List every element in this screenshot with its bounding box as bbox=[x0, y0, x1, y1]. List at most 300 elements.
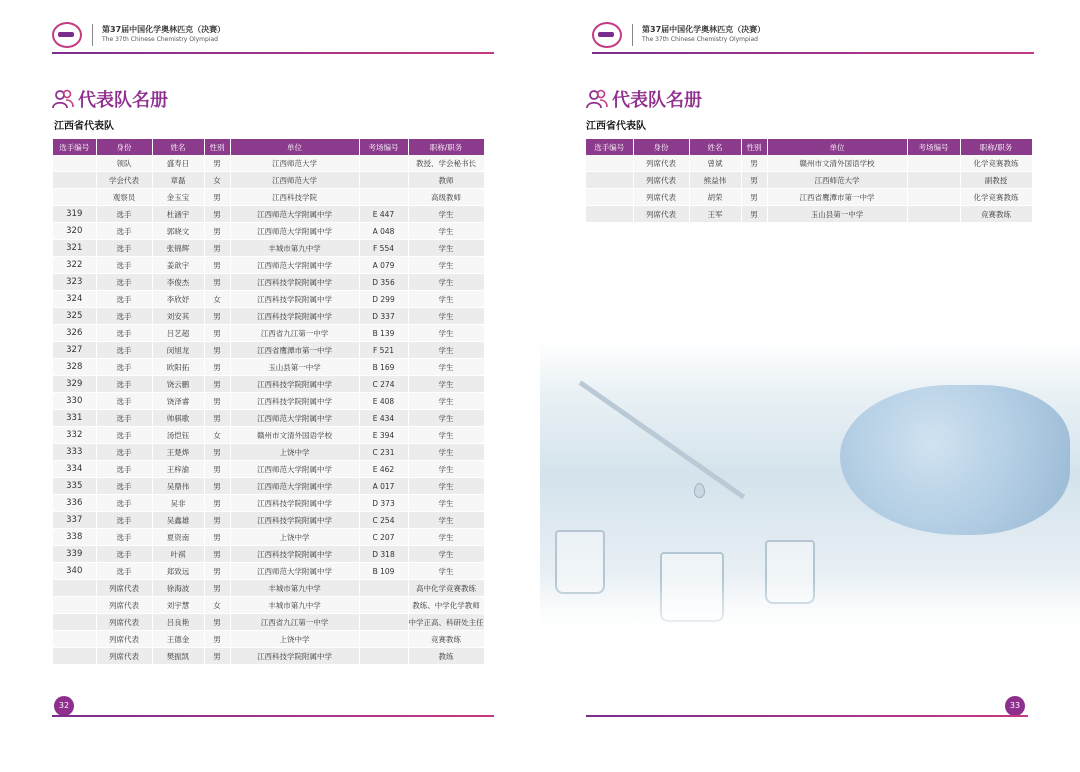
table-cell: 江西科技学院附属中学 bbox=[230, 512, 359, 529]
table-cell: 樊振凯 bbox=[152, 648, 204, 665]
table-cell bbox=[53, 155, 96, 172]
table-cell: 夏资南 bbox=[152, 529, 204, 546]
table-row bbox=[53, 631, 484, 648]
table-cell: 328 bbox=[53, 359, 96, 376]
table-cell: 列席代表 bbox=[633, 189, 689, 206]
table-cell: C 231 bbox=[359, 444, 408, 461]
table-cell: 王梓渝 bbox=[152, 461, 204, 478]
table-cell: 列席代表 bbox=[633, 172, 689, 189]
table-cell: 列席代表 bbox=[96, 580, 152, 597]
page-header bbox=[52, 20, 494, 54]
table-cell: 教练、中学化学教师 bbox=[408, 597, 484, 614]
table-cell: 杜涵宇 bbox=[152, 206, 204, 223]
table-cell: 男 bbox=[204, 376, 230, 393]
olympiad-logo bbox=[592, 22, 622, 48]
table-cell: 玉山县第一中学 bbox=[230, 359, 359, 376]
table-cell: 327 bbox=[53, 342, 96, 359]
table-cell: 学生 bbox=[408, 342, 484, 359]
table-row bbox=[53, 461, 484, 478]
table-cell bbox=[359, 631, 408, 648]
table-cell: 化学竞赛教练 bbox=[960, 155, 1032, 172]
table-cell bbox=[907, 206, 960, 223]
table-cell: B 169 bbox=[359, 359, 408, 376]
table-cell: 吕艺超 bbox=[152, 325, 204, 342]
table-row bbox=[53, 546, 484, 563]
table-row bbox=[586, 206, 1032, 223]
province-label: 江西省代表队 bbox=[54, 121, 114, 132]
table-cell: 329 bbox=[53, 376, 96, 393]
table-cell: 学生 bbox=[408, 410, 484, 427]
page-header bbox=[592, 20, 1034, 54]
table-row bbox=[53, 257, 484, 274]
table-cell: 李俊杰 bbox=[152, 274, 204, 291]
table-cell: 江西科技学院附属中学 bbox=[230, 376, 359, 393]
table-cell bbox=[53, 580, 96, 597]
section-title-text: 代表队名册 bbox=[78, 90, 168, 111]
table-cell: 男 bbox=[204, 546, 230, 563]
table-cell: 丰城市第九中学 bbox=[230, 240, 359, 257]
team-icon bbox=[586, 89, 608, 109]
table-cell: 丰城市第九中学 bbox=[230, 580, 359, 597]
table-cell: 吴非 bbox=[152, 495, 204, 512]
table-cell: 饶泽睿 bbox=[152, 393, 204, 410]
table-cell: 326 bbox=[53, 325, 96, 342]
table-cell: 339 bbox=[53, 546, 96, 563]
table-row bbox=[53, 240, 484, 257]
table-row bbox=[53, 512, 484, 529]
column-header: 考场编号 bbox=[359, 139, 408, 155]
column-header: 身份 bbox=[96, 139, 152, 155]
table-cell: 学生 bbox=[408, 359, 484, 376]
table-cell: 江西科技学院附属中学 bbox=[230, 495, 359, 512]
table-cell: 322 bbox=[53, 257, 96, 274]
table-cell: 男 bbox=[204, 512, 230, 529]
table-cell: 王德金 bbox=[152, 631, 204, 648]
table-cell bbox=[907, 155, 960, 172]
table-cell bbox=[53, 172, 96, 189]
table-cell: 竞赛教练 bbox=[408, 631, 484, 648]
table-cell bbox=[359, 597, 408, 614]
column-header: 选手编号 bbox=[586, 139, 633, 155]
table-header-row bbox=[53, 139, 484, 155]
table-row bbox=[53, 308, 484, 325]
table-cell: 332 bbox=[53, 427, 96, 444]
table-cell bbox=[53, 631, 96, 648]
table-cell: 选手 bbox=[96, 240, 152, 257]
table-cell: 男 bbox=[204, 223, 230, 240]
table-cell: E 434 bbox=[359, 410, 408, 427]
table-cell: C 274 bbox=[359, 376, 408, 393]
table-cell bbox=[586, 155, 633, 172]
table-cell: 学生 bbox=[408, 461, 484, 478]
table-cell: 选手 bbox=[96, 223, 152, 240]
table-cell: 335 bbox=[53, 478, 96, 495]
table-cell: 320 bbox=[53, 223, 96, 240]
table-cell: D 299 bbox=[359, 291, 408, 308]
table-row bbox=[53, 189, 484, 206]
droplet-illustration bbox=[694, 483, 705, 498]
table-cell: 江西师范大学附属中学 bbox=[230, 563, 359, 580]
table-cell: A 048 bbox=[359, 223, 408, 240]
footer-rule bbox=[52, 715, 494, 717]
table-cell: 江西省鹰潭市第一中学 bbox=[230, 342, 359, 359]
header-divider bbox=[632, 24, 633, 46]
page-number: 33 bbox=[1005, 696, 1025, 716]
team-icon bbox=[52, 89, 74, 109]
column-header: 性别 bbox=[204, 139, 230, 155]
table-cell: 324 bbox=[53, 291, 96, 308]
table-cell: 赣州市文清外国语学校 bbox=[767, 155, 907, 172]
table-cell: 吴鑫雄 bbox=[152, 512, 204, 529]
table-row bbox=[53, 410, 484, 427]
table-cell: 学生 bbox=[408, 444, 484, 461]
table-cell: 男 bbox=[204, 206, 230, 223]
table-cell: 学会代表 bbox=[96, 172, 152, 189]
table-cell: 331 bbox=[53, 410, 96, 427]
table-cell: 江西师范大学 bbox=[767, 172, 907, 189]
table-cell: 男 bbox=[741, 172, 767, 189]
table-cell bbox=[586, 206, 633, 223]
table-cell: 337 bbox=[53, 512, 96, 529]
pipette-illustration bbox=[579, 380, 746, 499]
table-cell: 学生 bbox=[408, 546, 484, 563]
table-cell: 男 bbox=[204, 325, 230, 342]
table-cell: 336 bbox=[53, 495, 96, 512]
table-cell: 教师 bbox=[408, 172, 484, 189]
table-cell: 男 bbox=[204, 342, 230, 359]
table-row bbox=[53, 376, 484, 393]
table-cell: 女 bbox=[204, 172, 230, 189]
footer-rule bbox=[586, 715, 1028, 717]
table-row bbox=[53, 597, 484, 614]
table-cell bbox=[53, 614, 96, 631]
table-cell: E 462 bbox=[359, 461, 408, 478]
table-cell: 325 bbox=[53, 308, 96, 325]
table-cell: 叶祺 bbox=[152, 546, 204, 563]
table-row bbox=[53, 172, 484, 189]
olympiad-logo bbox=[52, 22, 82, 48]
table-cell: 副教授 bbox=[960, 172, 1032, 189]
table-cell: 选手 bbox=[96, 410, 152, 427]
table-cell: 领队 bbox=[96, 155, 152, 172]
table-cell: 江西省鹰潭市第一中学 bbox=[767, 189, 907, 206]
table-cell: 列席代表 bbox=[96, 631, 152, 648]
table-cell: 选手 bbox=[96, 444, 152, 461]
table-cell: 男 bbox=[204, 393, 230, 410]
table-header-row bbox=[586, 139, 1032, 155]
section-title bbox=[52, 86, 168, 112]
table-cell: 学生 bbox=[408, 274, 484, 291]
table-cell: 学生 bbox=[408, 240, 484, 257]
table-cell: 选手 bbox=[96, 461, 152, 478]
table-cell: 选手 bbox=[96, 546, 152, 563]
table-row bbox=[53, 155, 484, 172]
table-cell: 学生 bbox=[408, 427, 484, 444]
table-cell: 男 bbox=[204, 495, 230, 512]
column-header: 考场编号 bbox=[907, 139, 960, 155]
table-cell: 郑致远 bbox=[152, 563, 204, 580]
column-header: 身份 bbox=[633, 139, 689, 155]
table-row bbox=[53, 427, 484, 444]
table-cell: 胡荣 bbox=[689, 189, 741, 206]
table-row bbox=[53, 359, 484, 376]
table-cell: 列席代表 bbox=[96, 614, 152, 631]
table-cell: 选手 bbox=[96, 427, 152, 444]
table-cell: 选手 bbox=[96, 291, 152, 308]
table-cell: 选手 bbox=[96, 495, 152, 512]
column-header: 单位 bbox=[230, 139, 359, 155]
table-cell: 化学竞赛教练 bbox=[960, 189, 1032, 206]
table-cell: 帅骐歌 bbox=[152, 410, 204, 427]
table-row bbox=[53, 342, 484, 359]
table-cell: 王楚烨 bbox=[152, 444, 204, 461]
table-cell: 教练 bbox=[408, 648, 484, 665]
table-cell: 江西科技学院附属中学 bbox=[230, 546, 359, 563]
table-cell: 319 bbox=[53, 206, 96, 223]
table-cell: 选手 bbox=[96, 478, 152, 495]
table-cell: E 447 bbox=[359, 206, 408, 223]
table-row bbox=[53, 223, 484, 240]
table-cell: 高中化学竞赛教练 bbox=[408, 580, 484, 597]
table-cell: 丰城市第九中学 bbox=[230, 597, 359, 614]
table-row bbox=[53, 580, 484, 597]
table-cell: 江西科技学院附属中学 bbox=[230, 291, 359, 308]
table-cell: 男 bbox=[204, 529, 230, 546]
column-header: 选手编号 bbox=[53, 139, 96, 155]
table-cell: 选手 bbox=[96, 512, 152, 529]
table-cell: 321 bbox=[53, 240, 96, 257]
table-cell: 江西师范大学附属中学 bbox=[230, 461, 359, 478]
table-cell: 曾斌 bbox=[689, 155, 741, 172]
table-cell: 学生 bbox=[408, 563, 484, 580]
table-cell: 学生 bbox=[408, 257, 484, 274]
table-cell: 男 bbox=[204, 410, 230, 427]
table-cell: 江西师范大学附属中学 bbox=[230, 223, 359, 240]
table-row bbox=[586, 172, 1032, 189]
table-cell: 男 bbox=[204, 563, 230, 580]
table-cell: 熊益伟 bbox=[689, 172, 741, 189]
table-cell: 列席代表 bbox=[633, 206, 689, 223]
table-cell: 女 bbox=[204, 597, 230, 614]
table-row bbox=[53, 393, 484, 410]
table-cell: 金玉宝 bbox=[152, 189, 204, 206]
table-cell: 学生 bbox=[408, 478, 484, 495]
table-cell: 上饶中学 bbox=[230, 631, 359, 648]
table-cell: 刘宇慧 bbox=[152, 597, 204, 614]
table-row bbox=[586, 155, 1032, 172]
header-rule bbox=[52, 52, 494, 54]
table-cell: 李欣妤 bbox=[152, 291, 204, 308]
table-cell: 姜歆宇 bbox=[152, 257, 204, 274]
table-cell: 男 bbox=[204, 308, 230, 325]
table-cell: 330 bbox=[53, 393, 96, 410]
table-cell: 选手 bbox=[96, 529, 152, 546]
table-cell: 选手 bbox=[96, 359, 152, 376]
table-cell: 学生 bbox=[408, 206, 484, 223]
table-cell: 江西科技学院 bbox=[230, 189, 359, 206]
header-title: 第37届中国化学奥林匹克（决赛） bbox=[642, 25, 766, 34]
table-cell: 选手 bbox=[96, 257, 152, 274]
table-cell: 学生 bbox=[408, 376, 484, 393]
table-row bbox=[53, 614, 484, 631]
table-cell: 男 bbox=[204, 155, 230, 172]
table-cell: 江西省九江第一中学 bbox=[230, 614, 359, 631]
table-row bbox=[53, 563, 484, 580]
table-cell bbox=[359, 580, 408, 597]
table-cell: 选手 bbox=[96, 563, 152, 580]
table-cell: 男 bbox=[204, 274, 230, 291]
table-cell: 江西师范大学附属中学 bbox=[230, 410, 359, 427]
table-cell: 列席代表 bbox=[96, 648, 152, 665]
table-cell: 江西师范大学附属中学 bbox=[230, 257, 359, 274]
table-cell: 学生 bbox=[408, 291, 484, 308]
table-cell: A 017 bbox=[359, 478, 408, 495]
table-cell: 赣州市文清外国语学校 bbox=[230, 427, 359, 444]
table-cell: 郭晓文 bbox=[152, 223, 204, 240]
table-cell bbox=[907, 189, 960, 206]
table-cell: 吴鼎伟 bbox=[152, 478, 204, 495]
table-cell: 江西师范大学 bbox=[230, 172, 359, 189]
table-cell: 上饶中学 bbox=[230, 444, 359, 461]
table-cell: 男 bbox=[204, 444, 230, 461]
table-cell: D 337 bbox=[359, 308, 408, 325]
table-cell: C 207 bbox=[359, 529, 408, 546]
table-cell: 吕良艳 bbox=[152, 614, 204, 631]
table-cell: E 394 bbox=[359, 427, 408, 444]
table-cell bbox=[53, 189, 96, 206]
table-cell: 徐海波 bbox=[152, 580, 204, 597]
table-cell: 男 bbox=[204, 461, 230, 478]
province-label: 江西省代表队 bbox=[586, 121, 646, 132]
table-cell: B 109 bbox=[359, 563, 408, 580]
table-cell: 盛寿日 bbox=[152, 155, 204, 172]
table-cell: 列席代表 bbox=[633, 155, 689, 172]
table-cell: C 254 bbox=[359, 512, 408, 529]
table-cell: 闵旭龙 bbox=[152, 342, 204, 359]
table-cell: 选手 bbox=[96, 393, 152, 410]
table-cell: 江西科技学院附属中学 bbox=[230, 308, 359, 325]
table-cell: 欧阳拓 bbox=[152, 359, 204, 376]
table-cell: 男 bbox=[204, 648, 230, 665]
table-cell: 323 bbox=[53, 274, 96, 291]
table-cell: 张锦辉 bbox=[152, 240, 204, 257]
table-cell: F 554 bbox=[359, 240, 408, 257]
column-header: 职称/职务 bbox=[408, 139, 484, 155]
table-cell: 江西科技学院附属中学 bbox=[230, 393, 359, 410]
table-cell: 女 bbox=[204, 427, 230, 444]
table-cell: 选手 bbox=[96, 376, 152, 393]
table-cell: 女 bbox=[204, 291, 230, 308]
table-row bbox=[53, 648, 484, 665]
table-cell: E 408 bbox=[359, 393, 408, 410]
table-row bbox=[53, 495, 484, 512]
table-row bbox=[586, 189, 1032, 206]
table-cell: 江西省九江第一中学 bbox=[230, 325, 359, 342]
table-cell: 章磊 bbox=[152, 172, 204, 189]
table-row bbox=[53, 478, 484, 495]
table-cell: 玉山县第一中学 bbox=[767, 206, 907, 223]
lab-photo bbox=[540, 340, 1080, 640]
section-title-text: 代表队名册 bbox=[612, 90, 702, 111]
table-cell: 学生 bbox=[408, 308, 484, 325]
table-cell: 男 bbox=[204, 614, 230, 631]
table-cell: 男 bbox=[204, 257, 230, 274]
table-cell: 选手 bbox=[96, 342, 152, 359]
table-cell: 江西科技学院附属中学 bbox=[230, 274, 359, 291]
table-cell bbox=[359, 172, 408, 189]
table-cell: 340 bbox=[53, 563, 96, 580]
table-cell: 男 bbox=[204, 189, 230, 206]
table-row bbox=[53, 274, 484, 291]
table-cell bbox=[907, 172, 960, 189]
table-cell: 学生 bbox=[408, 325, 484, 342]
table-cell: 江西师范大学 bbox=[230, 155, 359, 172]
table-cell: 男 bbox=[204, 240, 230, 257]
table-cell bbox=[359, 189, 408, 206]
table-cell: 333 bbox=[53, 444, 96, 461]
table-cell: 男 bbox=[741, 189, 767, 206]
table-row bbox=[53, 206, 484, 223]
table-cell: D 373 bbox=[359, 495, 408, 512]
table-cell: 男 bbox=[204, 359, 230, 376]
table-cell: 江西师范大学附属中学 bbox=[230, 478, 359, 495]
table-cell: D 318 bbox=[359, 546, 408, 563]
table-cell: 选手 bbox=[96, 274, 152, 291]
table-cell: 观察员 bbox=[96, 189, 152, 206]
table-cell: 男 bbox=[204, 631, 230, 648]
table-cell: 中学正高、科研处主任 bbox=[408, 614, 484, 631]
table-cell: 学生 bbox=[408, 223, 484, 240]
column-header: 单位 bbox=[767, 139, 907, 155]
table-cell: 男 bbox=[204, 580, 230, 597]
table-cell: D 356 bbox=[359, 274, 408, 291]
table-cell: 江西师范大学附属中学 bbox=[230, 206, 359, 223]
table-row bbox=[53, 291, 484, 308]
photo-fade bbox=[540, 580, 1080, 640]
table-cell bbox=[359, 614, 408, 631]
table-cell bbox=[53, 648, 96, 665]
table-cell: 列席代表 bbox=[96, 597, 152, 614]
section-title bbox=[586, 86, 702, 112]
page-number: 32 bbox=[54, 696, 74, 716]
table-cell: 学生 bbox=[408, 495, 484, 512]
table-cell: 高级教师 bbox=[408, 189, 484, 206]
table-cell: 338 bbox=[53, 529, 96, 546]
header-rule bbox=[592, 52, 1034, 54]
header-subtitle: The 37th Chinese Chemistry Olympiad bbox=[642, 36, 758, 43]
roster-table bbox=[586, 139, 1033, 223]
table-cell bbox=[586, 189, 633, 206]
table-cell: 选手 bbox=[96, 308, 152, 325]
table-cell: 刘安其 bbox=[152, 308, 204, 325]
table-cell: 王军 bbox=[689, 206, 741, 223]
table-cell: 男 bbox=[741, 206, 767, 223]
table-cell: 江西科技学院附属中学 bbox=[230, 648, 359, 665]
table-cell: 学生 bbox=[408, 393, 484, 410]
table-row bbox=[53, 325, 484, 342]
column-header: 姓名 bbox=[152, 139, 204, 155]
table-cell: 汤恺钰 bbox=[152, 427, 204, 444]
table-cell: F 521 bbox=[359, 342, 408, 359]
header-subtitle: The 37th Chinese Chemistry Olympiad bbox=[102, 36, 218, 43]
table-cell: 教授、学会秘书长 bbox=[408, 155, 484, 172]
table-cell: 饶云鹏 bbox=[152, 376, 204, 393]
table-cell bbox=[53, 597, 96, 614]
table-cell: 选手 bbox=[96, 325, 152, 342]
table-cell bbox=[586, 172, 633, 189]
table-cell: 上饶中学 bbox=[230, 529, 359, 546]
header-title: 第37届中国化学奥林匹克（决赛） bbox=[102, 25, 226, 34]
